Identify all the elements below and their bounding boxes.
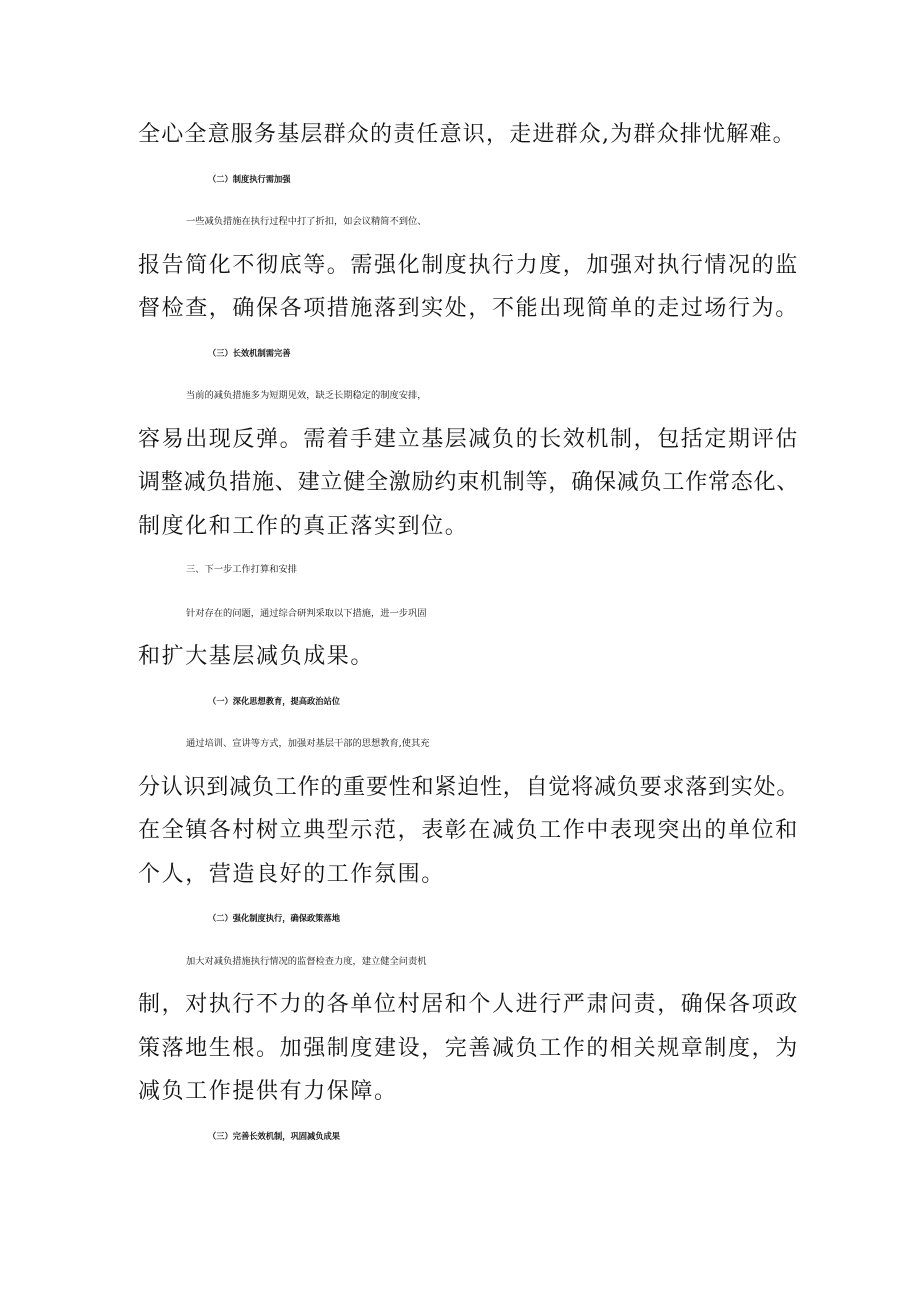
paragraph-line: 报告简化不彻底等。需强化制度执行力度，加强对执行情况的监 [138, 253, 799, 278]
paragraph-line: 加大对减负措施执行情况的监督检查力度，建立健全问责机 [186, 956, 427, 967]
section-heading: 三、下一步工作打算和安排 [186, 564, 297, 575]
paragraph-line: 通过培训、宣讲等方式，加强对基层干部的思想教育,使其充 [186, 738, 430, 749]
paragraph-line: 减负工作提供有力保障。 [138, 1079, 398, 1104]
paragraph-line: 分认识到减负工作的重要性和紧迫性，自觉将减负要求落到实处。 [138, 775, 800, 800]
section-subheading: （三）完善长效机制，巩固减负成果 [208, 1131, 340, 1141]
paragraph-line: 调整减负措施、建立健全激励约束机制等，确保减负工作常态化、 [138, 470, 800, 495]
paragraph-line: 策落地生根。加强制度建设，完善减负工作的相关规章制度，为 [138, 1036, 799, 1061]
paragraph-line: 在全镇各村树立典型示范，表彰在减负工作中表现突出的单位和 [138, 818, 799, 843]
paragraph-line: 针对存在的问题，通过综合研判采取以下措施，进一步巩固 [186, 608, 427, 619]
paragraph-line: 一些减负措施在执行过程中打了折扣，如会议精简不到位、 [186, 216, 427, 227]
paragraph-line: 容易出现反弹。需着手建立基层减负的长效机制，包括定期评估 [138, 427, 799, 452]
paragraph-line: 个人，营造良好的工作氛围。 [138, 862, 445, 887]
section-subheading: （二）强化制度执行，确保政策落地 [208, 913, 340, 923]
paragraph-line: 制，对执行不力的各单位村居和个人进行严肃问责，确保各项政 [138, 992, 799, 1017]
paragraph-line: 制度化和工作的真正落实到位。 [138, 514, 469, 539]
paragraph-line: 全心全意服务基层群众的责任意识，走进群众,为群众排忧解难。 [138, 122, 796, 147]
section-subheading: （一）深化思想教育，提高政治站位 [208, 696, 340, 706]
paragraph-line: 和扩大基层减负成果。 [138, 644, 375, 669]
section-subheading: （二）制度执行需加强 [208, 174, 291, 184]
paragraph-line: 当前的减负措施多为短期见效，缺乏长期稳定的制度安排， [186, 390, 427, 401]
section-subheading: （三）长效机制需完善 [208, 348, 291, 358]
paragraph-line: 督检查，确保各项措施落到实处，不能出现简单的走过场行为。 [138, 296, 799, 321]
